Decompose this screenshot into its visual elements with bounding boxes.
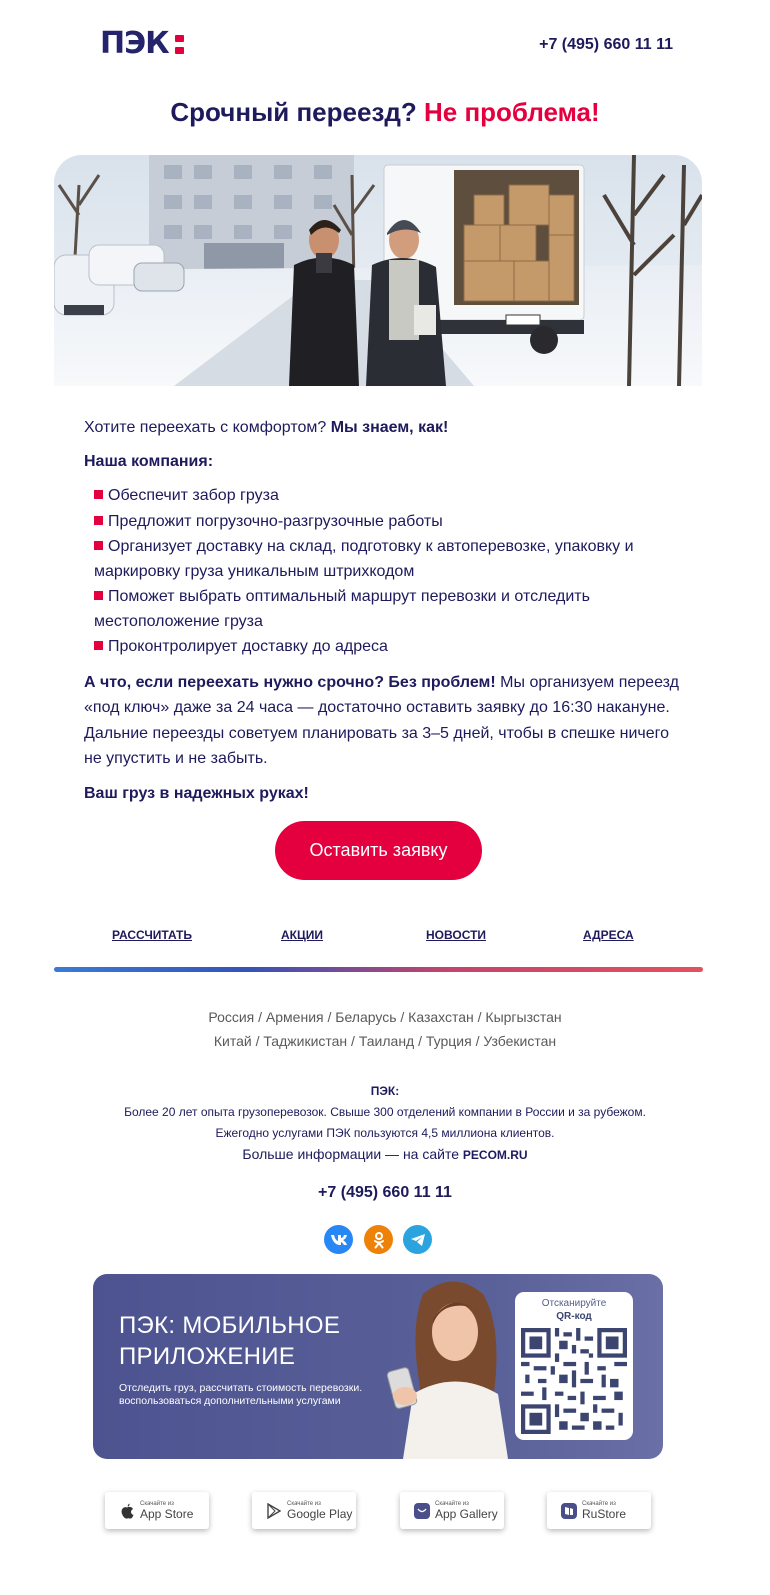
pek-logo[interactable] xyxy=(100,26,190,61)
bullet-icon xyxy=(94,641,103,650)
app-description: Отследить груз, рассчитать стоимость перевозки. воспользоваться дополнительными услугами xyxy=(119,1382,363,1407)
header-phone-link[interactable]: +7 (495) 660 11 11 xyxy=(539,36,673,53)
site-link[interactable]: PECOM.RU xyxy=(462,1148,528,1162)
rustore-badge[interactable]: Скачайте из RuStore xyxy=(547,1492,651,1529)
bullet-icon xyxy=(94,490,103,499)
qr-label-code: QR-код xyxy=(556,1311,592,1322)
vk-icon[interactable] xyxy=(324,1225,353,1254)
bullet-icon xyxy=(94,541,103,550)
more-info xyxy=(0,1144,770,1166)
app-title: ПЭК: МОБИЛЬНОЕ ПРИЛОЖЕНИЕ xyxy=(119,1312,341,1370)
submit-request-button[interactable]: Оставить заявку xyxy=(275,821,482,880)
hero-image xyxy=(54,155,702,386)
nav-link-promotions[interactable]: АКЦИИ xyxy=(281,928,324,942)
nav-link-addresses[interactable]: АДРЕСА xyxy=(583,928,634,942)
gradient-divider xyxy=(54,967,703,972)
rustore-icon xyxy=(561,1502,577,1520)
content xyxy=(84,416,684,806)
nav-link-news[interactable]: НОВОСТИ xyxy=(426,928,487,942)
store-name: RuStore xyxy=(582,1506,627,1521)
list-item: Поможет выбрать оптимальный маршрут перевозки и отследить местоположение груза xyxy=(94,588,590,630)
header xyxy=(0,0,770,90)
intro-bold: Мы знаем, как! xyxy=(330,419,449,436)
urgent-paragraph xyxy=(84,670,684,772)
services-list xyxy=(84,484,684,660)
about-line-2: Ежегодно услугами ПЭК пользуются 4,5 миллиона клиентов. xyxy=(215,1126,555,1140)
footer-phone-link[interactable]: +7 (495) 660 11 11 xyxy=(318,1184,452,1201)
odnoklassniki-icon[interactable] xyxy=(364,1225,393,1254)
about-block xyxy=(0,1081,770,1166)
qr-code-icon[interactable] xyxy=(521,1328,627,1434)
app-store-badge[interactable]: Скачайте из App Store xyxy=(105,1492,209,1529)
google-play-icon xyxy=(266,1502,282,1520)
list-item: Предложит погрузочно-разгрузочные работы xyxy=(94,510,684,535)
social-links xyxy=(324,1225,434,1255)
app-gallery-badge[interactable]: Скачайте из App Gallery xyxy=(400,1492,504,1529)
nav-link-calculate[interactable]: РАССЧИТАТЬ xyxy=(112,928,193,942)
list-item: Проконтролирует доставку до адреса xyxy=(94,635,684,660)
store-name: App Store xyxy=(140,1506,194,1521)
telegram-icon[interactable] xyxy=(403,1225,432,1254)
apple-icon xyxy=(119,1502,135,1520)
google-play-badge[interactable]: Скачайте из Google Play xyxy=(252,1492,356,1529)
store-name: App Gallery xyxy=(435,1506,498,1521)
headline-accent: Не проблема! xyxy=(423,97,600,127)
logo-colon-icon xyxy=(175,35,184,55)
urgent-bold: А что, если переехать нужно срочно? Без проблем! xyxy=(84,673,496,691)
safe-statement: Ваш груз в надежных руках! xyxy=(84,784,309,802)
company-heading: Наша компания: xyxy=(84,453,214,470)
list-item: Обеспечит забор груза xyxy=(94,484,684,509)
urgent-text: Мы организуем переезд «под ключ» даже за 24 часа — достаточно оставить заявку до 16:30 накануне. Дальние переезды советуем планировать за 3–5 дней, чтобы в спешке ничего не упустить и не забыть. xyxy=(84,673,679,767)
countries-line-1: Россия / Армения / Беларусь / Казахстан / Кыргызстан xyxy=(208,1009,562,1025)
about-title: ПЭК: xyxy=(370,1084,400,1098)
store-name: Google Play xyxy=(287,1506,353,1521)
qr-label-scan: Отсканируйте xyxy=(541,1298,607,1309)
more-info-text: Больше информации — на сайте xyxy=(242,1146,463,1162)
intro-text: Хотите переехать с комфортом? xyxy=(84,419,331,436)
woman-with-phone-image xyxy=(383,1274,523,1459)
bullet-icon xyxy=(94,516,103,525)
countries-line-2: Китай / Таджикистан / Таиланд / Турция / Узбекистан xyxy=(213,1033,557,1049)
headline-part1: Срочный переезд? xyxy=(170,97,424,127)
qr-card xyxy=(515,1292,633,1440)
hero-illustration xyxy=(54,155,702,386)
footer-nav xyxy=(74,928,682,948)
about-line-1: Более 20 лет опыта грузоперевозок. Свыше 300 отделений компании в России и за рубежом. xyxy=(124,1105,646,1119)
mobile-app-banner[interactable] xyxy=(93,1274,663,1459)
store-badges xyxy=(0,1492,770,1534)
bullet-icon xyxy=(94,591,103,600)
headline xyxy=(0,97,770,128)
logo-text: ПЭК xyxy=(100,26,169,61)
countries xyxy=(0,1005,770,1053)
list-item: Организует доставку на склад, подготовку к автоперевозке, упаковку и маркировку груза уникальным штрихкодом xyxy=(94,538,634,580)
intro-paragraph xyxy=(84,416,684,440)
huawei-appgallery-icon xyxy=(414,1502,430,1520)
